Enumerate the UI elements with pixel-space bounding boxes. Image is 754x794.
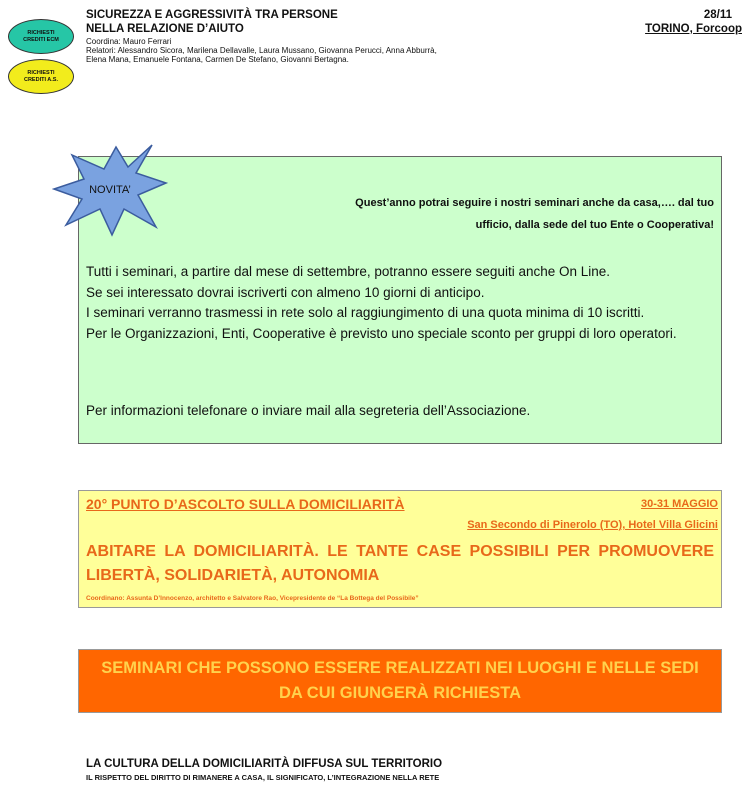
section-title: LA CULTURA DELLA DOMICILIARITÀ DIFFUSA SUL TERRITORIO	[86, 758, 443, 770]
novita-body-line: Se sei interessato dovrai iscriverti con almeno 10 giorni di anticipo.	[86, 284, 485, 300]
event-venue: San Secondo di Pinerolo (TO), Hotel Villa Glicini	[467, 519, 718, 531]
novita-lead	[260, 192, 714, 236]
seminari-text: SEMINARI CHE POSSONO ESSERE REALIZZATI NEI LUOGHI E NELLE SEDI DA CUI GIUNGERÀ RICHIESTA	[101, 659, 699, 702]
novita-info: Per informazioni telefonare o inviare mail alla segreteria dell’Associazione.	[86, 403, 531, 418]
novita-star-icon	[52, 143, 168, 237]
relatori-line1: Relatori: Alessandro Sicora, Marilena Dellavalle, Laura Mussano, Giovanna Perucci, Anna Abburrà,	[86, 46, 437, 55]
novita-star-label: NOVITA’	[89, 184, 131, 196]
seminar-title	[86, 8, 338, 36]
credits-as-badge	[8, 59, 74, 94]
novita-lead-line1: Quest’anno potrai seguire i nostri seminari anche da casa,…. dal tuo	[355, 197, 714, 209]
seminar-date: 28/11	[703, 9, 732, 21]
seminari-banner	[78, 649, 722, 713]
badge-as-line1: RICHIESTI	[27, 69, 55, 76]
event-coordinators: Coordinano: Assunta D’Innocenzo, architetto e Salvatore Rao, Vicepresidente de “La Bottega del Possibile”	[86, 595, 419, 602]
section-subtitle: IL RISPETTO DEL DIRITTO DI RIMANERE A CASA, IL SIGNIFICATO, L’INTEGRAZIONE NELLA RETE	[86, 773, 440, 782]
seminar-place: TORINO, Forcoop	[645, 23, 742, 35]
badge-ecm-line1: RICHIESTI	[27, 29, 55, 36]
badge-ecm-line2: CREDITI ECM	[23, 36, 59, 43]
novita-body-line: I seminari verranno trasmessi in rete solo al raggiungimento di una quota minima di 10 iscritti.	[86, 305, 645, 320]
event-heading: 20° PUNTO D’ASCOLTO SULLA DOMICILIARITÀ	[86, 496, 405, 512]
novita-body-line: Per le Organizzazioni, Enti, Cooperative è previsto uno speciale sconto per gruppi di loro operatori.	[86, 325, 677, 341]
badge-as-line2: CREDITI A.S.	[23, 76, 59, 83]
credits-ecm-badge	[8, 19, 74, 54]
seminar-title-line1: SICUREZZA E AGGRESSIVITÀ TRA PERSONE	[86, 9, 338, 21]
event-title: ABITARE LA DOMICILIARITÀ. LE TANTE CASE POSSIBILI PER PROMUOVERE LIBERTÀ, SOLIDARIETÀ, AUTONOMIA	[86, 543, 714, 584]
coordina-text: Coordina: Mauro Ferrari	[86, 37, 172, 46]
event-date: 30-31 MAGGIO	[640, 498, 718, 510]
novita-body-line: Tutti i seminari, a partire dal mese di settembre, potranno essere seguiti anche On Line.	[86, 264, 611, 279]
relatori-line2: Elena Mana, Emanuele Fontana, Carmen De Stefano, Giovanni Bertagna.	[86, 55, 349, 64]
novita-lead-line2: ufficio, dalla sede del tuo Ente o Cooperativa!	[475, 219, 714, 231]
seminar-title-line2: NELLA RELAZIONE D’AIUTO	[86, 23, 244, 35]
novita-body	[86, 262, 716, 344]
